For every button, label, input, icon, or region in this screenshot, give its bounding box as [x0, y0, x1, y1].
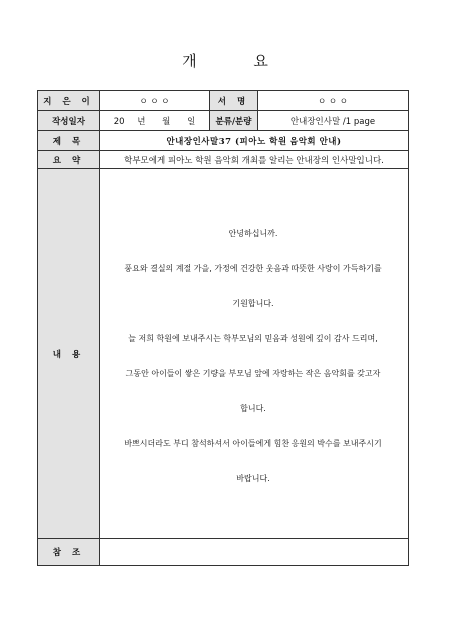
reference-row — [38, 539, 409, 566]
content-paragraph: 기원합니다. — [232, 298, 274, 308]
content-paragraph: 바랍니다. — [236, 473, 270, 483]
author-label: 지 은 이 — [38, 91, 100, 111]
date-label: 작성일자 — [38, 111, 100, 131]
date-day-unit: 일 — [187, 116, 196, 127]
date-year: 20 — [113, 116, 125, 127]
content-paragraph: 합니다. — [240, 403, 266, 413]
reference-value — [100, 539, 409, 566]
author-row — [38, 91, 409, 111]
signature-label: 서 명 — [210, 91, 258, 111]
date-month-unit: 월 — [162, 116, 171, 127]
summary-value: 학부모에게 피아노 학원 음악회 개최를 알리는 안내장의 인사말입니다. — [100, 151, 409, 169]
page-title: 개 요 — [182, 52, 294, 70]
content-paragraph: 바쁘시더라도 부디 참석하셔서 아이들에게 힘찬 응원의 박수를 보내주시기 — [124, 438, 382, 448]
author-value: ㅇ ㅇ ㅇ — [100, 91, 210, 111]
date-year-unit: 년 — [137, 116, 146, 127]
signature-value: ㅇ ㅇ ㅇ — [258, 91, 409, 111]
title-label: 제 목 — [38, 131, 100, 151]
category-value: 안내장인사말 /1 page — [258, 111, 409, 131]
content-paragraph: 늘 저희 학원에 보내주시는 학부모님의 믿음과 성원에 깊이 감사 드리며, — [128, 333, 378, 343]
title-row — [38, 131, 409, 151]
content-row — [38, 169, 409, 539]
date-value — [100, 111, 210, 131]
summary-row — [38, 151, 409, 169]
summary-label: 요 약 — [38, 151, 100, 169]
title-value: 안내장인사말37 (피아노 학원 음악회 안내) — [100, 131, 409, 151]
date-row — [38, 111, 409, 131]
overview-form-table — [37, 90, 409, 566]
category-label: 분류/분량 — [210, 111, 258, 131]
content-body — [100, 169, 409, 539]
content-label: 내 용 — [38, 169, 100, 539]
content-paragraph: 안녕하십니까. — [228, 228, 278, 238]
content-paragraph: 풍요와 결실의 계절 가을, 가정에 건강한 웃음과 따뜻한 사랑이 가득하기를 — [124, 263, 382, 273]
reference-label: 참 조 — [38, 539, 100, 566]
content-paragraph: 그동안 아이들이 쌓은 기량을 부모님 앞에 자랑하는 작은 음악회를 갖고자 — [125, 368, 381, 378]
